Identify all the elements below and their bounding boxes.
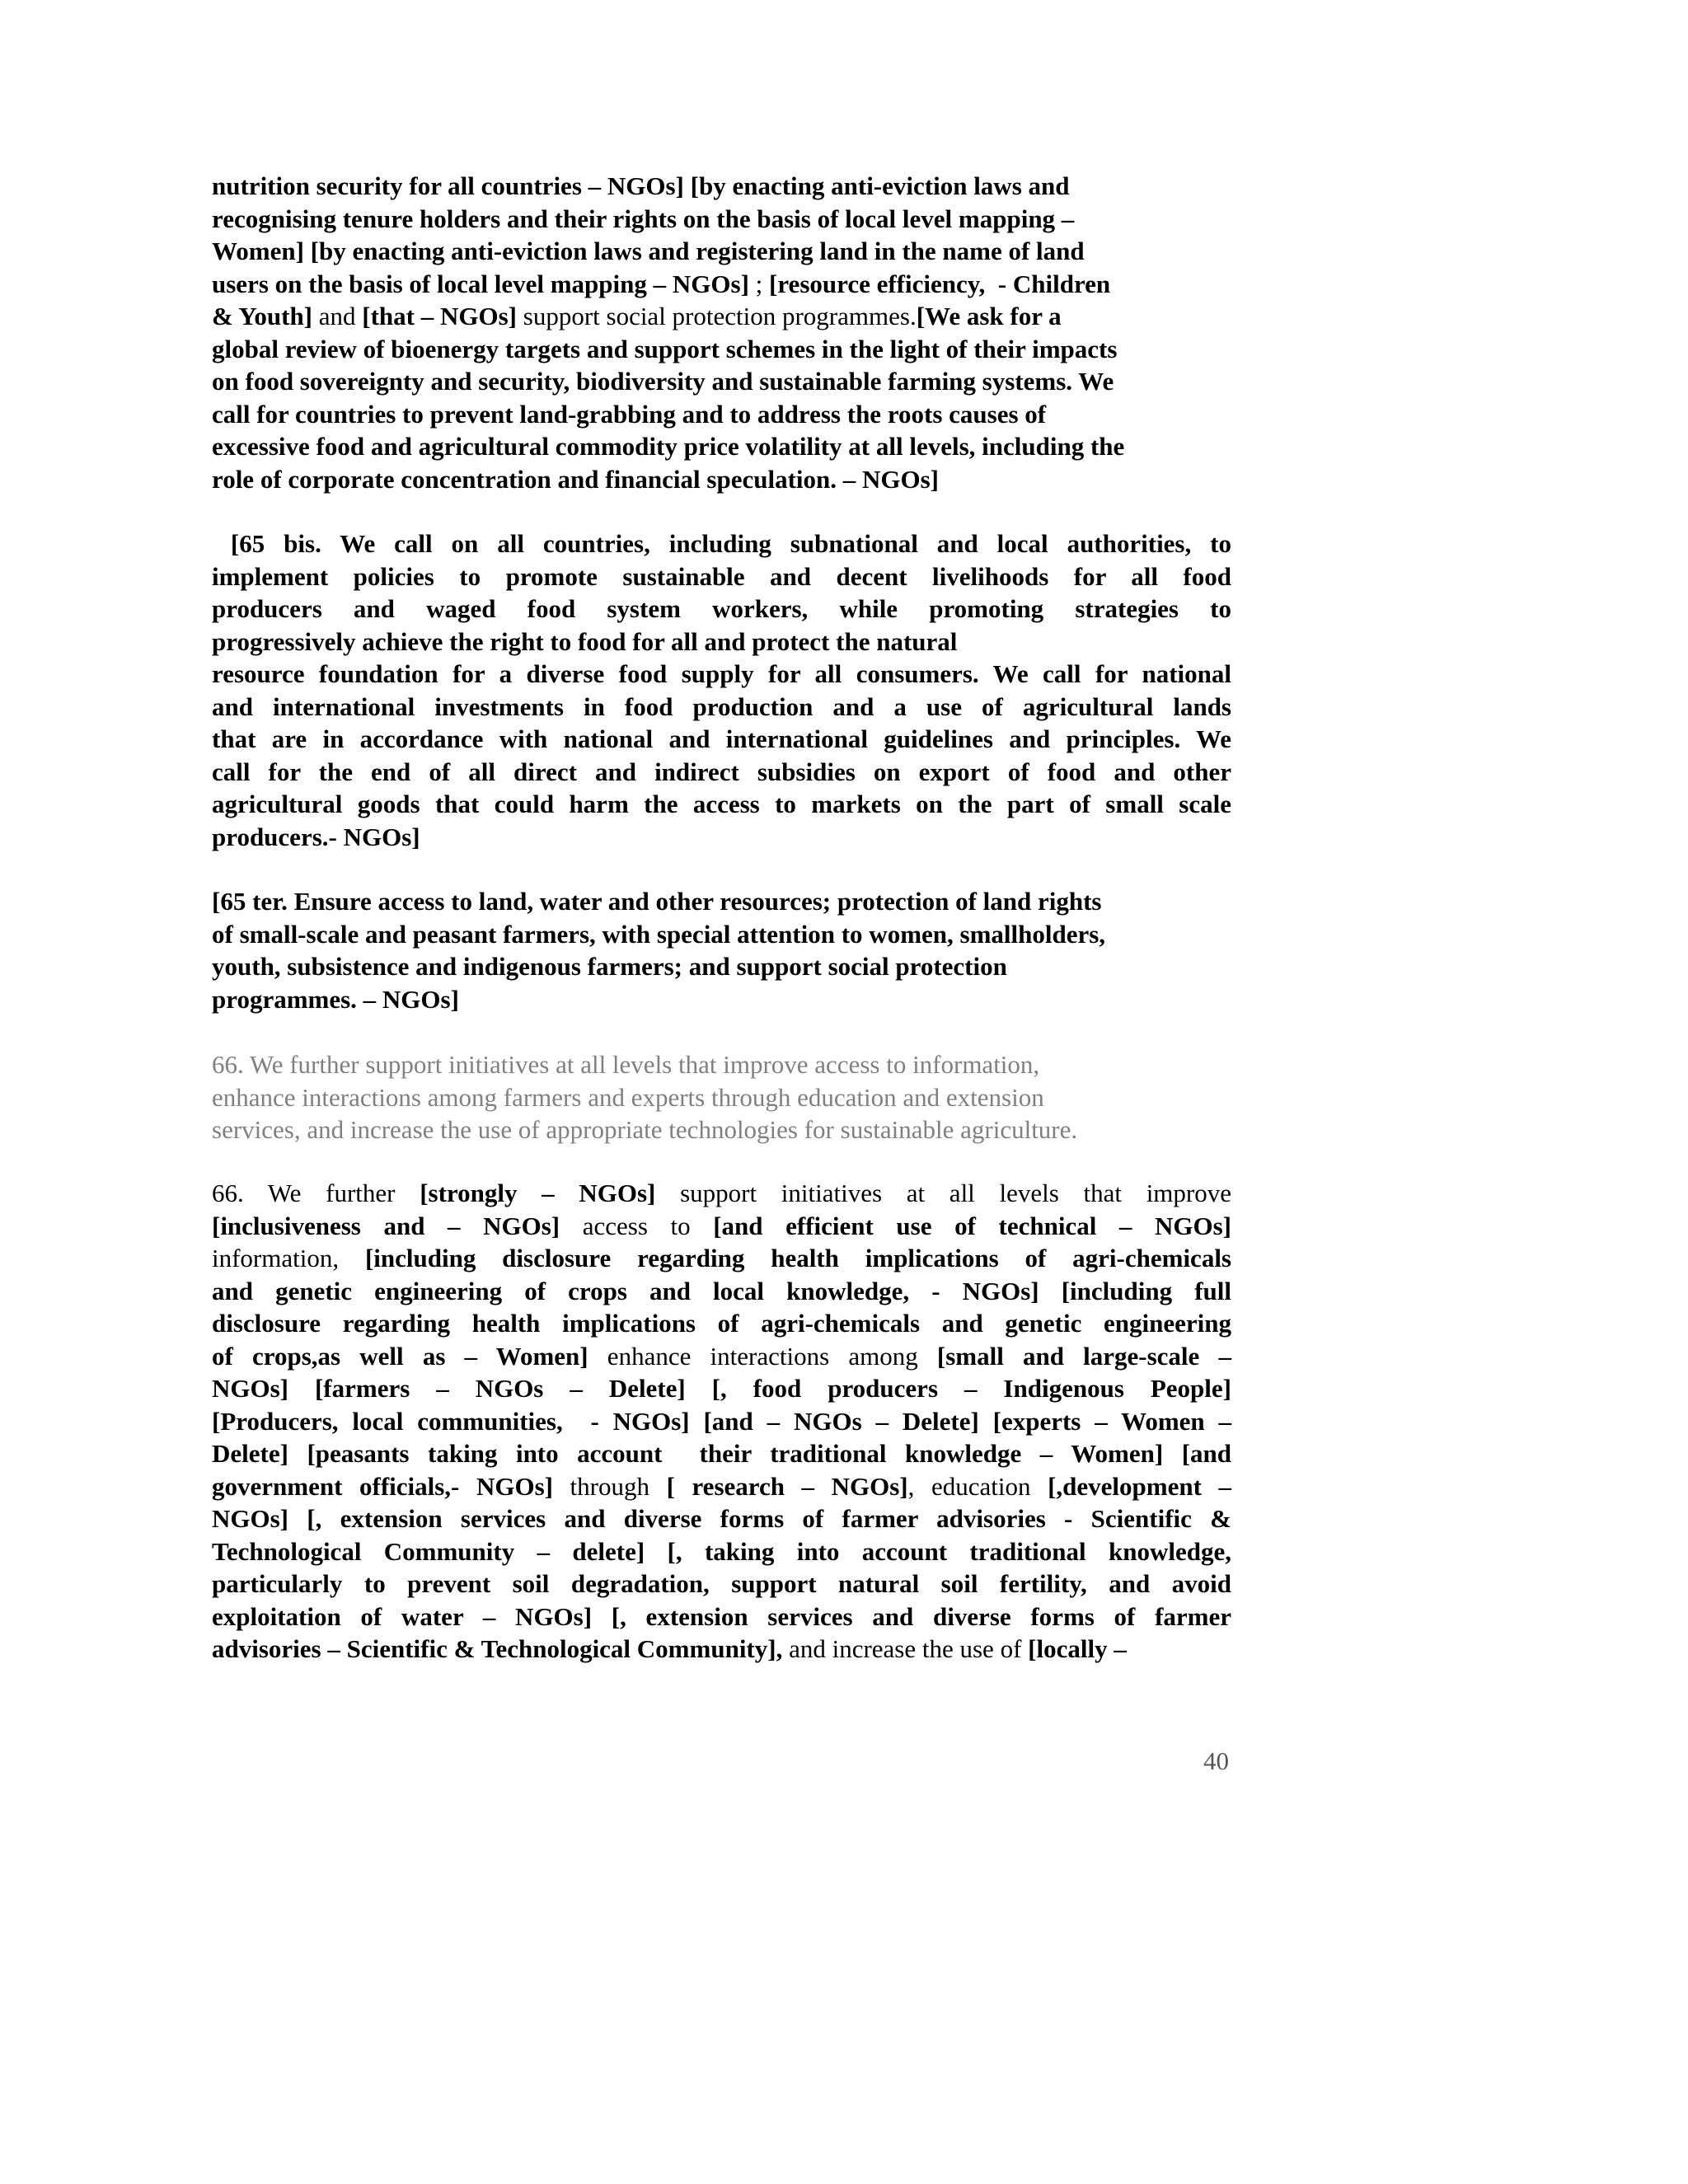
regular-text-run: ; (748, 269, 770, 298)
text-line: of small-scale and peasant farmers, with special attention to women, smallholders, (212, 919, 1106, 949)
text-line: agricultural goods that could harm the access to markets on the part of small scale (212, 790, 1231, 818)
text-line (212, 398, 1231, 431)
paragraph-65-continuation (212, 170, 1231, 495)
regular-text-run: and (312, 302, 363, 330)
bold-text-run: NGOs] [, extension services and diverse forms of farmer advisories - Scientific & (212, 1504, 1231, 1533)
bold-text-run: excessive food and agricultural commodity price volatility at all levels, including the (212, 432, 1125, 461)
bold-text-run: government officials,- NGOs] (212, 1471, 553, 1501)
bold-text-run: [and efficient use of technical – NGOs] (713, 1211, 1231, 1240)
text-line (212, 1275, 1231, 1308)
bold-text-run: on food sovereignty and security, biodiversity and sustainable farming systems. We (212, 367, 1114, 396)
text-line (212, 300, 1231, 333)
text-line: that are in accordance with national and international guidelines and principles. We (212, 724, 1231, 753)
bold-text-run: of crops,as well as – Women] (212, 1341, 588, 1371)
bold-text-run: Delete] [peasants taking into account their traditional knowledge – Women] [and (212, 1439, 1231, 1468)
regular-text-run: and increase the use of (782, 1634, 1029, 1663)
text-line (212, 1210, 1231, 1243)
text-line (212, 1307, 1231, 1340)
bold-text-run: [resource efficiency, - Children (769, 269, 1111, 298)
text-line (212, 430, 1231, 463)
bold-text-run: [strongly – NGOs] (420, 1179, 656, 1207)
text-line: producers.- NGOs] (212, 822, 420, 851)
paragraph-66-amended (212, 1177, 1231, 1666)
bold-text-run: users on the basis of local level mapping – NGOs] (212, 269, 749, 298)
bold-text-run: [We ask for a (916, 302, 1062, 330)
page-number: 40 (1203, 1746, 1229, 1775)
bold-text-run: global review of bioenergy targets and support schemes in the light of their impacts (212, 334, 1118, 363)
bold-text-run: advisories – Scientific & Technological Community], (212, 1634, 783, 1663)
text-line: call for the end of all direct and indirect subsidies on export of food and other (212, 757, 1231, 786)
text-line (212, 170, 1231, 203)
text-line (212, 1372, 1231, 1405)
text-line (212, 1340, 1231, 1373)
paragraph-65-ter (212, 885, 1231, 1015)
text-line (212, 1405, 1231, 1438)
bold-text-run: Women] [by enacting anti-eviction laws and registering land in the name of land (212, 237, 1085, 265)
text-line (212, 203, 1231, 236)
paragraph-66-original (212, 1048, 1231, 1146)
bold-text-run: [Producers, local communities, - NGOs] [and – NGOs – Delete] [experts – Women – (212, 1406, 1231, 1436)
bold-text-run: [,development – (1048, 1471, 1231, 1501)
text-line: services, and increase the use of appropriate technologies for sustainable agriculture. (212, 1115, 1078, 1144)
bold-text-run: NGOs] [farmers – NGOs – Delete] [, food producers – Indigenous People] (212, 1374, 1231, 1403)
text-line (212, 1242, 1231, 1275)
text-line (212, 1633, 1231, 1666)
bold-text-run: call for countries to prevent land-grabbing and to address the roots causes of (212, 399, 1047, 429)
bold-text-run: [small and large-scale – (936, 1341, 1231, 1371)
regular-text-run: support initiatives at all levels that improve (655, 1179, 1231, 1207)
text-line: resource foundation for a diverse food supply for all consumers. We call for national (212, 659, 1231, 688)
bold-text-run: recognising tenure holders and their rights on the basis of local level mapping – (212, 204, 1075, 233)
text-line (212, 365, 1231, 398)
bold-text-run: [that – NGOs] (362, 302, 517, 330)
bold-text-run: [inclusiveness and – NGOs] (212, 1211, 560, 1240)
text-line (212, 1535, 1231, 1568)
bold-text-run: Technological Community – delete] [, taking into account traditional knowledge, (212, 1536, 1231, 1566)
text-line: implement policies to promote sustainable and decent livelihoods for all food (212, 561, 1231, 591)
regular-text-run: access to (560, 1211, 714, 1240)
text-line: [65 bis. We call on all countries, including subnational and local authorities, to (212, 529, 1231, 558)
text-line: 66. We further support initiatives at all levels that improve access to information, (212, 1050, 1040, 1079)
text-line: [65 ter. Ensure access to land, water and other resources; protection of land rights (212, 887, 1102, 916)
text-line (212, 463, 1231, 496)
bold-text-run: disclosure regarding health implications of agri-chemicals and genetic engineering (212, 1309, 1231, 1338)
text-line: and international investments in food production and a use of agricultural lands (212, 691, 1231, 721)
text-line (212, 268, 1231, 301)
bold-text-run: [ research – NGOs] (666, 1471, 908, 1501)
text-line (212, 1568, 1231, 1601)
regular-text-run: through (552, 1471, 667, 1501)
bold-text-run: and genetic engineering of crops and local knowledge, - NGOs] [including full (212, 1276, 1231, 1305)
text-line (212, 1437, 1231, 1470)
bold-text-run: particularly to prevent soil degradation, support natural soil fertility, and avoid (212, 1569, 1231, 1598)
bold-text-run: exploitation of water – NGOs] [, extension services and diverse forms of farmer (212, 1601, 1231, 1631)
text-line (212, 1470, 1231, 1503)
text-line (212, 1502, 1231, 1535)
text-line: youth, subsistence and indigenous farmers; and support social protection (212, 952, 1007, 981)
regular-text-run: enhance interactions among (588, 1341, 937, 1371)
paragraph-65-bis (212, 527, 1231, 853)
text-line: enhance interactions among farmers and experts through education and extension (212, 1082, 1044, 1112)
text-line (212, 333, 1231, 366)
text-line (212, 235, 1231, 268)
bold-text-run: & Youth] (212, 302, 313, 330)
bold-text-run: [locally – (1028, 1634, 1127, 1663)
regular-text-run: , education (907, 1471, 1048, 1501)
bold-text-run: role of corporate concentration and financial speculation. – NGOs] (212, 464, 940, 494)
regular-text-run: information, (212, 1244, 365, 1272)
regular-text-run: 66. We further (212, 1179, 420, 1207)
text-line (212, 1177, 1231, 1210)
text-line: progressively achieve the right to food for all and protect the natural (212, 626, 958, 656)
text-line (212, 1601, 1231, 1633)
text-line: programmes. – NGOs] (212, 984, 459, 1014)
bold-text-run: nutrition security for all countries – NGOs] [by enacting anti-eviction laws and (212, 171, 1070, 200)
text-line: producers and waged food system workers, while promoting strategies to (212, 594, 1231, 623)
regular-text-run: support social protection programmes. (517, 302, 917, 330)
bold-text-run: [including disclosure regarding health implications of agri-chemicals (364, 1244, 1231, 1272)
